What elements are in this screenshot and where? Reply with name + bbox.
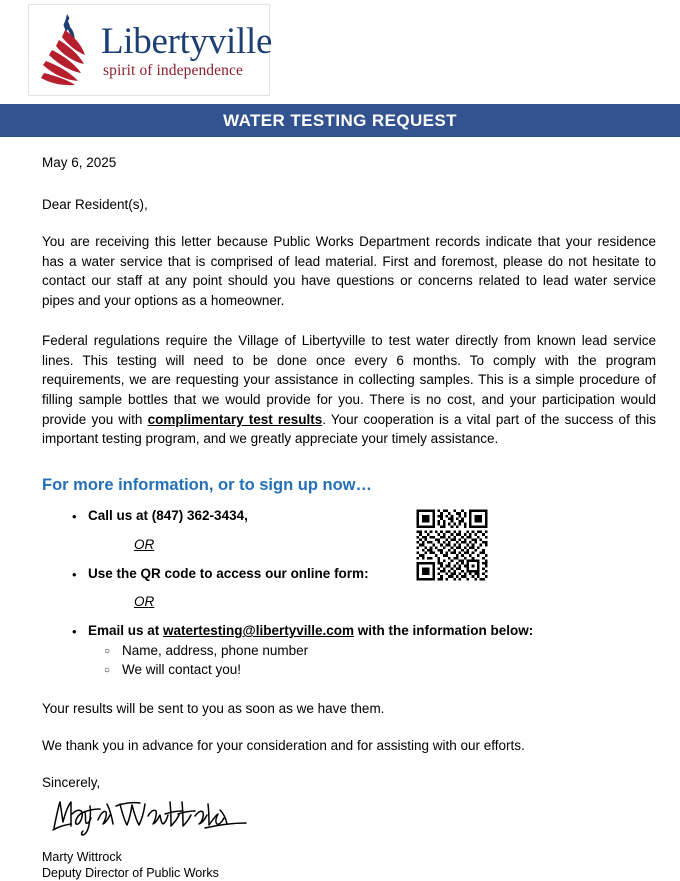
qr-code-icon xyxy=(414,507,490,583)
closing-thank-you: We thank you in advance for your consideration and for assisting with our efforts. xyxy=(42,737,525,753)
contact-option-qr-label: Use the QR code to access our online form: xyxy=(88,565,369,581)
email-subitem-followup xyxy=(104,661,662,679)
email-subitem-details xyxy=(104,642,662,660)
contact-option-email[interactable] xyxy=(72,622,662,641)
email-suffix-text: with the information below: xyxy=(354,623,534,639)
bullet-icon: • xyxy=(72,566,77,582)
or-separator-2: OR xyxy=(134,594,155,610)
paragraph-testing-program xyxy=(42,331,662,449)
letter-date: May 6, 2025 xyxy=(42,155,117,170)
page-title: WATER TESTING REQUEST xyxy=(223,110,457,130)
libertyville-flag-logo-icon xyxy=(37,12,99,88)
logo-village-name: Libertyville xyxy=(101,21,273,63)
closing-sincerely: Sincerely, xyxy=(42,774,101,790)
email-subitem-details-label: Name, address, phone number xyxy=(122,642,309,658)
closing-results-notice: Your results will be sent to you as soon as we have them. xyxy=(42,700,385,716)
contact-option-email-label xyxy=(88,622,533,640)
email-subitem-followup-label: We will contact you! xyxy=(122,661,242,677)
email-address-link[interactable]: watertesting@libertyville.com xyxy=(163,623,355,639)
contact-option-phone-label: Call us at (847) 362-3434, xyxy=(88,508,248,524)
letter-salutation: Dear Resident(s), xyxy=(42,197,148,212)
signer-block xyxy=(42,849,662,881)
logo-tagline: spirit of independence xyxy=(103,61,243,79)
qr-code-online-form[interactable] xyxy=(414,507,490,583)
signer-name: Marty Wittrock xyxy=(42,849,122,864)
village-logo xyxy=(28,4,273,96)
section-heading-signup: For more information, or to sign up now… xyxy=(42,476,372,495)
letter-body xyxy=(0,155,680,881)
handwritten-signature xyxy=(50,794,250,838)
contact-option-qr[interactable] xyxy=(72,565,662,584)
email-prefix-text: Email us at xyxy=(88,623,164,639)
contact-options-list xyxy=(42,507,662,679)
bullet-icon: • xyxy=(72,624,77,640)
paragraph-lead-notice: You are receiving this letter because Public Works Department records indicate that your residence has a water service that is comprised of lead material. First and foremost, please do not hesitate to contact our staff at any point should you have questions or concerns related to lead water service pipes and your options as a homeowner. xyxy=(42,234,656,309)
contact-option-phone[interactable] xyxy=(72,507,662,526)
subbullet-icon: ○ xyxy=(104,645,111,657)
paragraph-2-text-before: Federal regulations require the Village of Libertyville to test water directly from known lead service lines. This testing will need to be done once every 6 months. To comply with the program requirements, we are requesting your assistance in collecting samples. This is a simple procedure of filling sample bottles that we would provide for you. There is no cost, and your participation would provide you with xyxy=(42,332,656,427)
signer-title: Deputy Director of Public Works xyxy=(42,865,219,880)
bullet-icon: • xyxy=(72,509,77,525)
complimentary-test-results-emphasis: complimentary test results xyxy=(147,411,323,427)
paragraph-2-text-after: . Your cooperation is a vital part of the success of this important testing program, and we greatly appreciate your timely assistance. xyxy=(42,411,656,447)
letterhead xyxy=(0,0,680,104)
logo-wordmark xyxy=(101,20,272,79)
or-separator-1: OR xyxy=(134,536,155,552)
subbullet-icon: ○ xyxy=(104,664,111,676)
document-title-banner xyxy=(0,104,680,137)
